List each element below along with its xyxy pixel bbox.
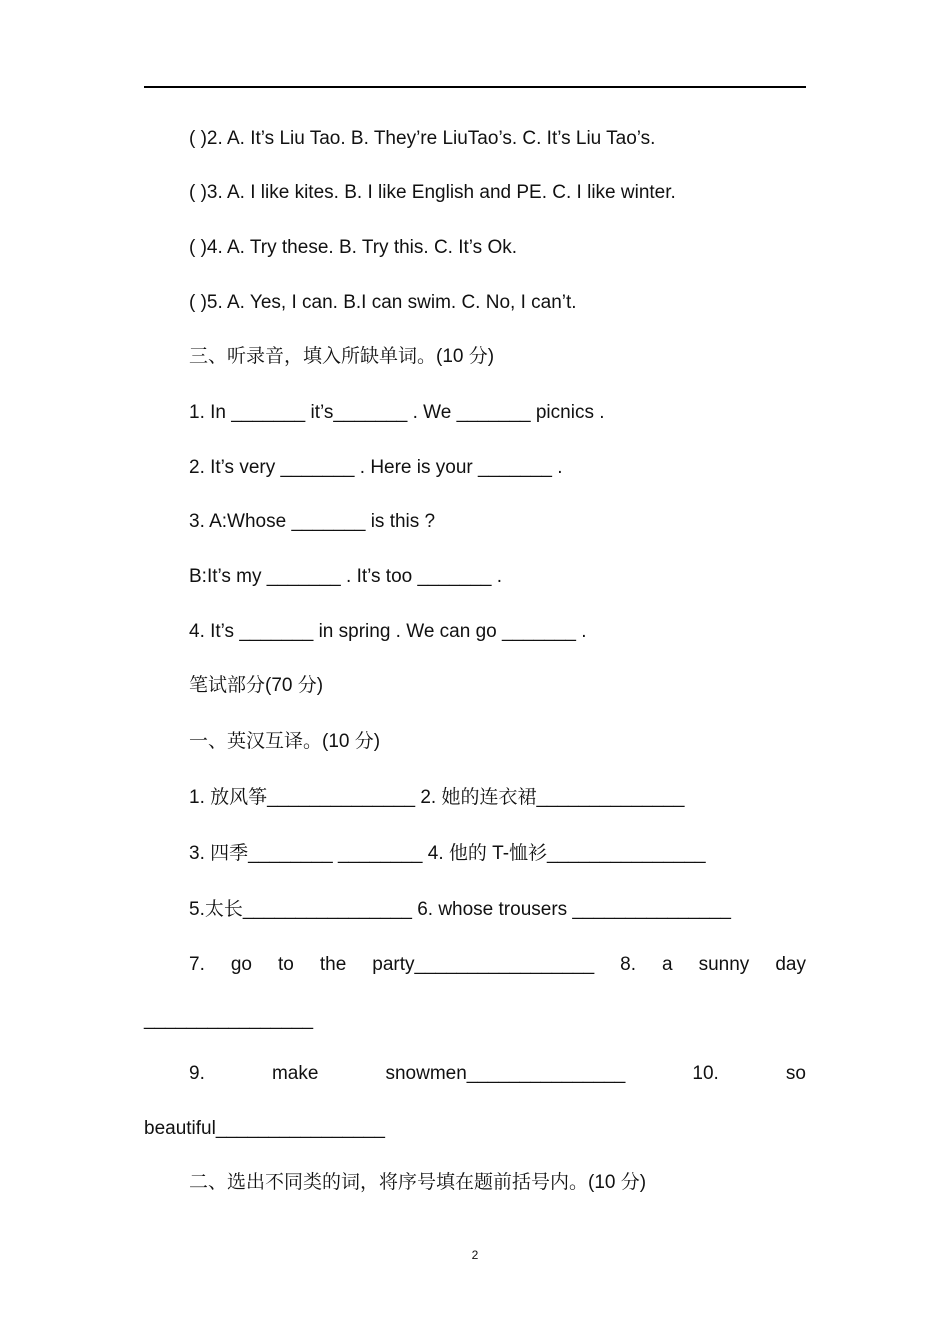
translate-row-3: 5.太长________________ 6. whose trousers _______________ <box>189 899 731 920</box>
question-2: ( )2. A. It’s Liu Tao. B. They’re LiuTao’s. C. It’s Liu Tao’s. <box>189 128 656 149</box>
word: so <box>785 1063 806 1084</box>
word: 8. <box>620 954 637 975</box>
translate-row-4-blank: ________________ <box>144 1009 314 1030</box>
section-2-heading: 二、选出不同类的词，将序号填在题前括号内。(10 分) <box>189 1172 647 1193</box>
question-5: ( )5. A. Yes, I can. B.I can swim. C. No, I can’t. <box>189 292 577 313</box>
translate-row-4 <box>189 953 806 977</box>
word: make <box>271 1063 319 1084</box>
word: day <box>775 954 806 975</box>
word: 10. <box>692 1063 719 1084</box>
written-part-heading: 笔试部分(70 分) <box>189 675 324 696</box>
header-rule <box>144 86 806 88</box>
fill-item-2: 2. It’s very _______ . Here is your _______ . <box>189 457 563 478</box>
word: go <box>230 954 252 975</box>
word: sunny <box>698 954 750 975</box>
fill-item-1: 1. In _______ it’s_______ . We _______ picnics . <box>189 402 605 423</box>
section-3-heading: 三、听录音，填入所缺单词。(10 分) <box>189 346 495 367</box>
translate-row-5-cont: beautiful________________ <box>144 1118 385 1139</box>
word: to <box>278 954 294 975</box>
translate-row-2: 3. 四季________ ________ 4. 他的 T-恤衫_______________ <box>189 843 706 864</box>
fill-item-4: 4. It’s _______ in spring . We can go _______ . <box>189 621 587 642</box>
word: 7. <box>189 954 205 975</box>
question-4: ( )4. A. Try these. B. Try this. C. It’s Ok. <box>189 237 518 258</box>
section-1-heading: 一、英汉互译。(10 分) <box>189 731 381 752</box>
word: 9. <box>189 1063 205 1084</box>
page-number: 2 <box>471 1248 479 1262</box>
question-3: ( )3. A. I like kites. B. I like English and PE. C. I like winter. <box>189 182 676 203</box>
word: party_________________ <box>372 954 595 975</box>
fill-item-3a: 3. A:Whose _______ is this ? <box>189 511 436 532</box>
word: a <box>662 954 673 975</box>
translate-row-5 <box>189 1062 806 1086</box>
word: snowmen_______________ <box>385 1063 626 1084</box>
translate-row-1: 1. 放风筝______________ 2. 她的连衣裙______________ <box>189 787 685 808</box>
fill-item-3b: B:It’s my _______ . It’s too _______ . <box>189 566 503 587</box>
word: the <box>319 954 347 975</box>
